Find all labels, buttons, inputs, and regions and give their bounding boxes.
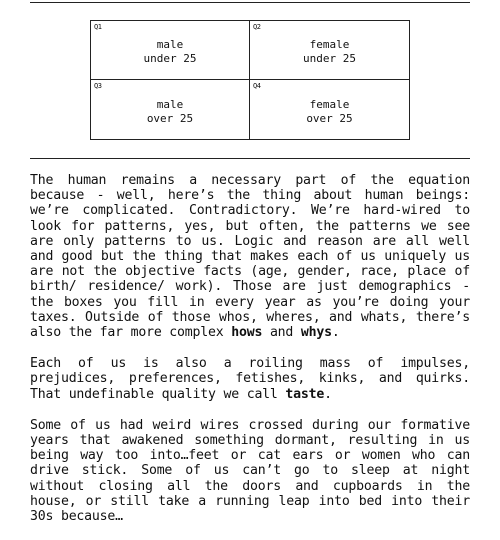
paragraph-text: and <box>262 325 301 341</box>
paragraph-2 <box>30 356 470 402</box>
quadrant-label <box>303 38 356 66</box>
paragraph-3 <box>30 418 470 524</box>
paragraph-text: Each of us is also a roiling mass of impulses, prejudices, preferences, fetishes, kinks, and quirks. That undefinable quality we call <box>30 356 470 402</box>
article-body <box>30 173 470 540</box>
quadrant-age: under 25 <box>303 52 356 65</box>
quadrant-gender: male <box>156 97 184 111</box>
quadrant-3 <box>91 80 250 139</box>
emphasis-taste: taste <box>285 386 325 402</box>
quadrant-id: Q3 <box>94 82 102 90</box>
paragraph-text: . <box>324 386 332 402</box>
quadrant-age: over 25 <box>146 111 194 125</box>
quadrant-gender: male <box>156 38 184 51</box>
quadrant-label <box>306 98 352 126</box>
emphasis-hows: hows <box>231 325 263 341</box>
top-divider <box>30 2 470 3</box>
paragraph-text: . <box>331 325 340 341</box>
emphasis-whys: whys <box>300 325 332 341</box>
quadrant-gender: female <box>309 97 350 111</box>
paragraph-1 <box>30 173 470 340</box>
quadrant-id: Q4 <box>253 82 261 90</box>
section-divider <box>30 158 470 159</box>
quadrant-4 <box>250 80 409 139</box>
quadrant-age: under 25 <box>143 52 197 65</box>
paragraph-text: The human remains a necessary part of the equation because - well, here’s the thing about human beings: we’re complicated. Contradictory. We’re hard-wired to look for patterns, yes, but often, the patterns we see are only patterns to us. Logic and reason are all well and good but the thing that makes each of us uniquely us are not the objective facts (age, gender, race, place of birth/ residence/ work). Those are just demographics - the boxes you fill in every year as you’re doing your taxes. Outside of those whos, wheres, and whats, there’s also the far more complex <box>30 173 470 341</box>
quadrant-id: Q1 <box>94 23 102 31</box>
quadrant-label <box>144 38 197 66</box>
quadrant-age: over 25 <box>306 111 353 125</box>
quadrant-gender: female <box>309 38 350 51</box>
quadrant-2 <box>250 21 409 80</box>
quadrant-label <box>147 98 193 126</box>
quadrant-id: Q2 <box>253 23 261 31</box>
demographic-quadrant-grid <box>90 20 410 140</box>
paragraph-text: Some of us had weird wires crossed during our formative years that awakened something dormant, resulting in us being way too into…feet or cat ears or women who can drive stick. Some of us can’t go to sleep at night without closing all the doors and cupboards in the house, or still take a running leap into bed into their 30s because… <box>30 417 470 525</box>
quadrant-1 <box>91 21 250 80</box>
